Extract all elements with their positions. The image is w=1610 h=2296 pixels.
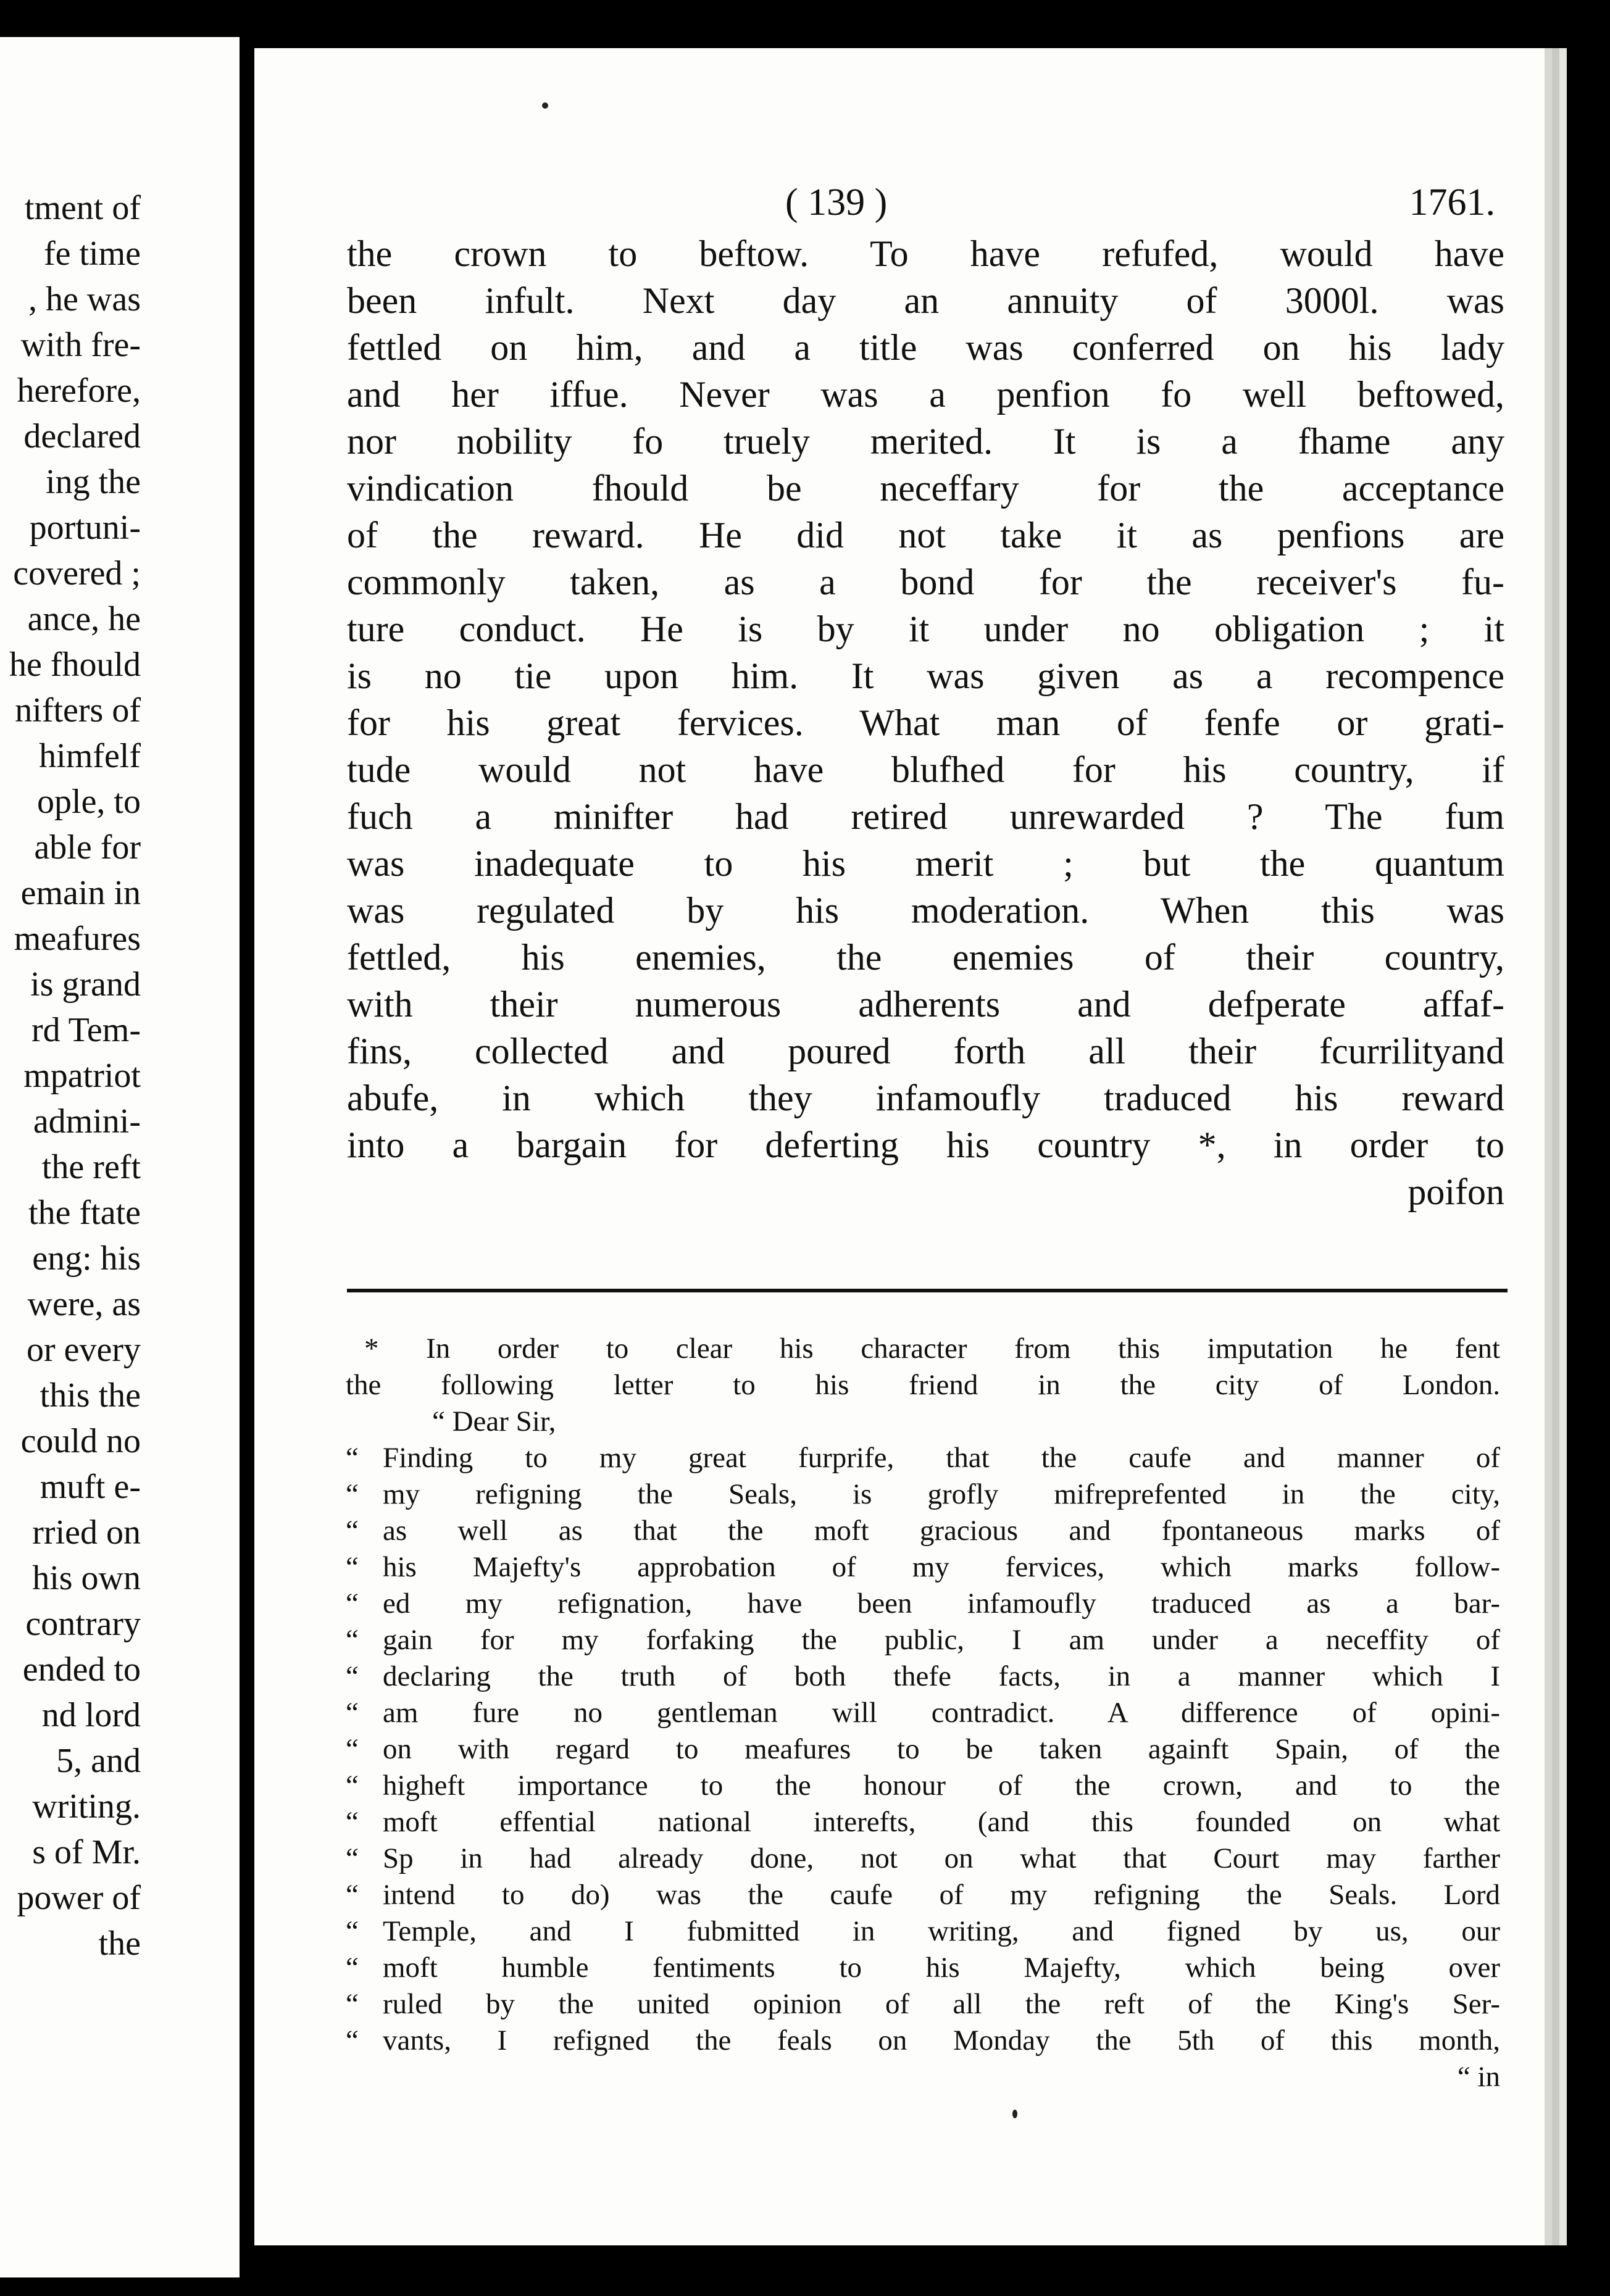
book-gutter [240,0,254,2296]
left-fragment-line: nd lord [41,1696,141,1734]
footnote-line [346,1950,1500,1986]
left-fragment-line: his own [32,1559,141,1597]
footnote-block [346,1331,1500,2095]
body-line: is no tie upon him. It was given as a recompence [347,655,1504,696]
body-line: the crown to beftow. To have refufed, would have [347,233,1504,274]
footnote-line-text: on with regard to meafures to be taken againft Spain, of the [383,1733,1500,1765]
body-line: abufe, in which they infamoufly traduced his reward [347,1078,1504,1118]
footnote-quote-mark: “ [346,1624,359,1656]
footnote-quote-mark: “ [346,1988,359,2020]
left-fragment-line: ing the [46,463,141,501]
left-fragment-line: ance, he [27,600,141,638]
left-fragment-line: 5, and [56,1742,141,1780]
footnote-quote-mark: “ [346,1442,359,1474]
left-fragment-line: s of Mr. [32,1833,141,1871]
left-fragment-line: able for [34,828,141,867]
body-line: fettled on him, and a title was conferred on his lady [347,327,1504,368]
left-fragment-line: rd Tem- [31,1011,141,1049]
footnote-line-text: intend to do) was the caufe of my refigning the Seals. Lord [383,1879,1500,1911]
footnote-line-text: declaring the truth of both thefe facts, in a manner which I [383,1660,1500,1692]
footnote-quote-mark: “ [346,1879,359,1911]
left-fragment-line: mpatriot [23,1057,141,1095]
footnote-line-text: my refigning the Seals, is grofly mifreprefented in the city, [383,1478,1500,1510]
body-line: been infult. Next day an annuity of 3000l. was [347,280,1504,321]
left-fragment-line: tment of [24,189,141,227]
left-fragment-line: fe time [43,235,141,273]
footnote-line [346,1841,1500,1877]
footnote-line-text: moft effential national interefts, (and this founded on what [383,1806,1500,1838]
footnote-line-text: his Majefty's approbation of my fervices, which marks follow- [383,1551,1500,1583]
body-line: fins, collected and poured forth all their fcurrilityand [347,1031,1504,1071]
left-fragment-line: were, as [27,1285,141,1323]
left-fragment-line: muft e- [40,1468,141,1506]
body-line: into a bargain for deferting his country *, in order to [347,1125,1504,1165]
body-line: of the reward. He did not take it as penfions are [347,515,1504,555]
footnote-line-text: Sp in had already done, not on what that Court may farther [383,1842,1500,1874]
left-fragment-line: or every [26,1331,141,1369]
left-fragment-line: could no [20,1422,141,1460]
footnote-quote-mark: “ [346,1697,359,1729]
running-year: 1761. [1409,181,1495,223]
body-line: fettled, his enemies, the enemies of their country, [347,937,1504,978]
footnote-line [346,1367,1500,1404]
left-fragment-line: emain in [20,874,141,912]
left-fragment-line: admini- [33,1102,141,1141]
body-line: for his great fervices. What man of fenfe or grati- [347,702,1504,743]
footnote-quote-mark: “ [346,1770,359,1802]
left-fragment-line: with fre- [20,326,141,364]
footnote-line [346,1549,1500,1586]
left-fragment-line: writing. [32,1787,141,1826]
footnote-quote-mark: “ [346,1551,359,1583]
footnote-line-text: ruled by the united opinion of all the reft of the King's Ser- [383,1988,1500,2020]
body-line: was inadequate to his merit ; but the quantum [347,843,1504,884]
footnote-catchword: “ in [1457,2061,1500,2093]
page-number: ( 139 ) [785,181,888,223]
footnote-rule [347,1289,1508,1292]
left-fragment-line: herefore, [17,372,141,410]
footnote-line [346,1476,1500,1513]
footnote-line [346,1331,1500,1367]
body-text [347,230,1504,1215]
footnote-quote-mark: “ [346,1587,359,1620]
body-line: commonly taken, as a bond for the receiver's fu- [347,562,1504,602]
left-page-text-column [0,185,141,1966]
left-fragment-line: ended to [22,1650,141,1689]
left-fragment-line: this the [40,1376,141,1415]
left-fragment-line: the [98,1924,141,1963]
left-fragment-line: himfelf [39,737,141,775]
footnote-line [346,1404,1500,1440]
footnote-line [346,1877,1500,1913]
ink-speck [542,102,548,109]
left-fragment-line: eng: his [32,1239,141,1278]
catchword: poifon [1408,1171,1504,1212]
footnote-line-text: am fure no gentleman will contradict. A difference of opini- [383,1697,1500,1729]
footnote-line [346,1913,1500,1950]
page-header [341,181,1501,236]
footnote-line [346,1768,1500,1804]
body-line: fuch a minifter had retired unrewarded ? The fum [347,796,1504,837]
left-fragment-line: the ftate [28,1194,141,1232]
footnote-quote-mark: “ [346,2024,359,2057]
body-line: nor nobility fo truely merited. It is a fhame any [347,421,1504,462]
footnote-line [346,1695,1500,1731]
footnote-line [346,1986,1500,2023]
body-line: tude would not have blufhed for his country, if [347,749,1504,790]
left-fragment-line: portuni- [29,509,141,547]
footnote-quote-mark: “ [346,1915,359,1947]
footnote-quote-mark: “ [346,1733,359,1765]
left-fragment-line: ople, to [37,783,141,821]
footnote-line-text: Temple, and I fubmitted in writing, and figned by us, our [383,1915,1500,1947]
footnote-line [346,2023,1500,2059]
left-fragment-line: declared [23,417,141,455]
footnote-quote-mark: “ [346,1806,359,1838]
body-line: vindication fhould be neceffary for the acceptance [347,468,1504,509]
left-fragment-line: power of [17,1879,141,1917]
footnote-line-text: gain for my forfaking the public, I am under a neceffity of [383,1624,1500,1656]
footnote-quote-mark: “ [346,1842,359,1874]
body-line: with their numerous adherents and defperate affaf- [347,984,1504,1025]
footnote-quote-mark: “ [346,1660,359,1692]
left-fragment-line: meafures [14,920,141,958]
footnote-quote-mark: “ [346,1515,359,1547]
left-fragment-line: nifters of [15,691,141,730]
body-line: was regulated by his moderation. When this was [347,890,1504,931]
left-fragment-line: is grand [30,965,141,1004]
footnote-line-text: Finding to my great furprife, that the caufe and manner of [383,1442,1500,1474]
footnote-quote-mark: “ [346,1478,359,1510]
footnote-line-text: higheft importance to the honour of the crown, and to the [383,1770,1500,1802]
footnote-line [346,1731,1500,1768]
footnote-line [346,1586,1500,1622]
body-line: ture conduct. He is by it under no obligation ; it [347,609,1504,649]
left-page-fragment [0,37,240,2277]
footnote-line [346,1622,1500,1658]
footnote-line-text: the following letter to his friend in the city of London. [346,1369,1500,1401]
footnote-quote-mark: “ [346,1952,359,1984]
footnote-line-text: * In order to clear his character from this imputation he fent [364,1333,1500,1365]
left-fragment-line: covered ; [13,554,141,593]
footnote-line [346,1440,1500,1476]
footnote-line-text: moft humble fentiments to his Majefty, which being over [383,1952,1500,1984]
footnote-line [346,1658,1500,1695]
footnote-line [346,1513,1500,1549]
footnote-line-text: as well as that the moft gracious and fpontaneous marks of [383,1515,1500,1547]
body-line: and her iffue. Never was a penfion fo well beftowed, [347,374,1504,415]
left-fragment-line: , he was [28,280,141,318]
footnote-line-text: “ Dear Sir, [432,1405,556,1437]
footnote-line [346,1804,1500,1841]
right-page [254,48,1545,2245]
left-fragment-line: contrary [25,1605,141,1643]
footnote-line-text: ed my refignation, have been infamoufly traduced as a bar- [383,1587,1500,1620]
left-fragment-line: he fhould [9,646,141,684]
ink-speck [1012,2110,1017,2118]
left-fragment-line: rried on [32,1513,141,1552]
footnote-line-text: vants, I refigned the feals on Monday the 5th of this month, [383,2024,1500,2057]
left-fragment-line: the reft [41,1148,141,1186]
